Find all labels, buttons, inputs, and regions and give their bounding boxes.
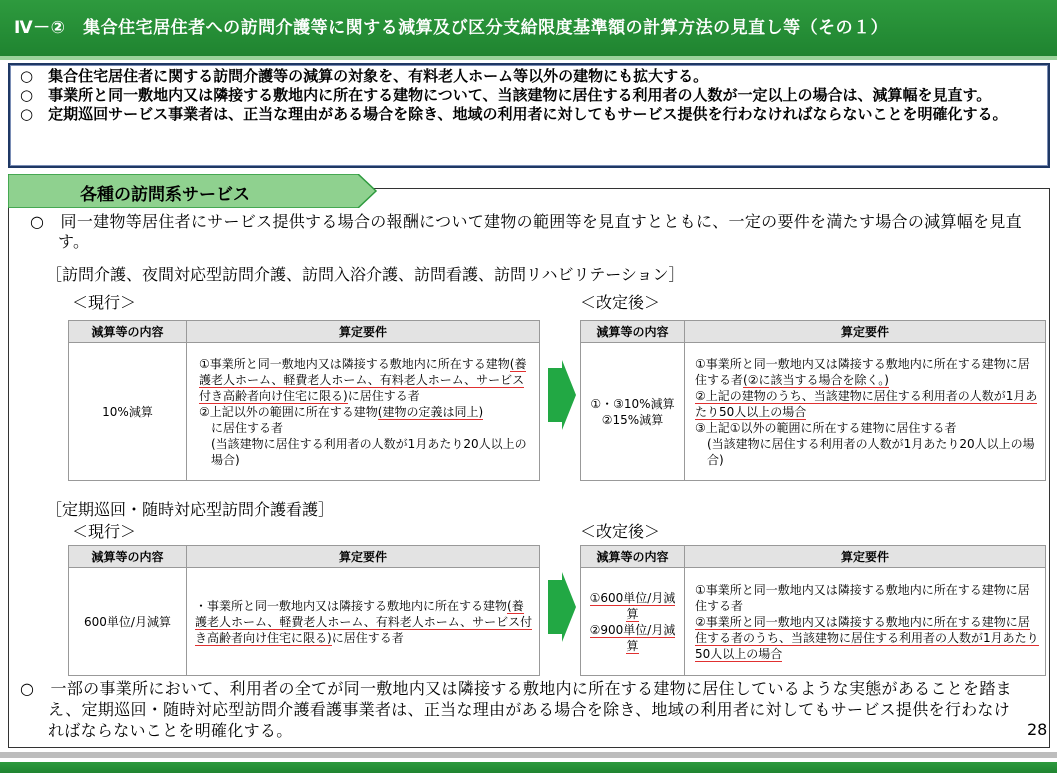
- group1-revised-label: ＜改定後＞: [580, 293, 661, 312]
- req-text: ・事業所と同一敷地内又は隣接する敷地内に所在する建物: [195, 598, 508, 613]
- group1-heading: ［訪問介護、夜間対応型訪問介護、訪問入浴介護、訪問看護、訪問リハビリテーション］: [46, 265, 685, 284]
- col-reduction-header: 減算等の内容: [581, 546, 685, 568]
- current-requirement-cell: [187, 568, 540, 676]
- col-requirement-header: 算定要件: [685, 321, 1046, 343]
- reduction-line: ①600単位/月減算: [589, 590, 676, 621]
- current-reduction-cell: 600単位/月減算: [69, 568, 187, 676]
- summary-item: ○ 事業所と同一敷地内又は隣接する敷地内に所在する建物について、当該建物に居住する利用者の人数が一定以上の場合は、減算幅を見直す。: [20, 86, 992, 104]
- group1-revised-table: [580, 320, 1046, 481]
- col-reduction-header: 減算等の内容: [69, 321, 187, 343]
- current-requirement-cell: [187, 343, 540, 481]
- group1-current-table: [68, 320, 540, 481]
- req-text: (当該建物に居住する利用者の人数が1月あたり20人以上の場合): [211, 436, 527, 467]
- req-text: ①事業所と同一敷地内又は隣接する敷地内に所在する建物に居住する者: [695, 356, 1030, 387]
- req-text: に居住する者: [347, 388, 420, 403]
- group1-current-label: ＜現行＞: [72, 293, 137, 312]
- col-requirement-header: 算定要件: [685, 546, 1046, 568]
- req-underlined: (養護老人ホーム、軽費老人ホーム、有料老人ホーム、サービス付き高齢者向け住宅に限る): [195, 598, 533, 645]
- intro-text: ○ 同一建物等居住者にサービス提供する場合の報酬について建物の範囲等を見直すとともに、一定の要件を満たす場合の減算幅を見直す。: [30, 212, 1022, 251]
- revised-requirement-cell: [685, 568, 1046, 676]
- req-text: に居住する者: [331, 630, 404, 645]
- page-title: Ⅳ－② 集合住宅居住者への訪問介護等に関する減算及び区分支給限度基準額の計算方法の見直し等（その１）: [0, 0, 1057, 56]
- section-tab: [8, 174, 378, 208]
- arrow-right-icon: [548, 572, 576, 642]
- arrow-right-icon: [548, 360, 576, 430]
- summary-item: ○ 定期巡回サービス事業者は、正当な理由がある場合を除き、地域の利用者に対してもサービス提供を行わなければならないことを明確化する。: [20, 105, 1008, 123]
- req-underlined: ②事業所と同一敷地内又は隣接する敷地内に所在する建物に居住する者のうち、当該建物に居住する利用者の人数が1月あたり50人以上の場合: [695, 614, 1039, 661]
- req-text: ①事業所と同一敷地内又は隣接する敷地内に所在する建物: [199, 356, 510, 371]
- revised-reduction-cell: [581, 343, 685, 481]
- req-text: ①事業所と同一敷地内又は隣接する敷地内に所在する建物に居住する者: [695, 582, 1030, 613]
- title-underline: [0, 56, 1057, 60]
- req-text: ②上記以外の範囲に所在する建物: [199, 404, 378, 419]
- revised-requirement-cell: [685, 343, 1046, 481]
- req-text: (当該建物に居住する利用者の人数が1月あたり20人以上の場合): [707, 436, 1035, 467]
- summary-box: [8, 63, 1050, 168]
- group2-revised-table: [580, 545, 1046, 676]
- col-reduction-header: 減算等の内容: [69, 546, 187, 568]
- reduction-line: ①・③10%減算: [590, 396, 675, 411]
- footer-bar: [0, 762, 1057, 773]
- group2-heading: ［定期巡回・随時対応型訪問介護看護］: [46, 500, 335, 519]
- col-requirement-header: 算定要件: [187, 321, 540, 343]
- col-requirement-header: 算定要件: [187, 546, 540, 568]
- req-text: ③上記①以外の範囲に所在する建物に居住する者: [695, 420, 957, 435]
- group2-current-label: ＜現行＞: [72, 522, 137, 541]
- current-reduction-cell: 10%減算: [69, 343, 187, 481]
- group2-revised-label: ＜改定後＞: [580, 522, 661, 541]
- footer-divider: [0, 752, 1057, 758]
- req-underlined: (建物の定義は同上): [377, 404, 484, 419]
- req-underlined: ②上記の建物のうち、当該建物に居住する利用者の人数が1月あたり50人以上の場合: [695, 388, 1038, 419]
- closing-text: ○ 一部の事業所において、利用者の全てが同一敷地内又は隣接する敷地内に所在する建物に居住しているような実態があることを踏まえ、定期巡回・随時対応型訪問介護看護事業者は、正当な理由がある場合を除き、地域の利用者に対してもサービス提供を行わなければならないことを明確化する。: [20, 679, 1012, 740]
- page-number: 28: [1027, 720, 1048, 739]
- summary-item: ○ 集合住宅居住者に関する訪問介護等の減算の対象を、有料老人ホーム等以外の建物にも拡大する。: [20, 67, 709, 85]
- req-underlined: (養護老人ホーム、軽費老人ホーム、有料老人ホーム、サービス付き高齢者向け住宅に限る): [199, 356, 527, 403]
- section-tab-label: 各種の訪問系サービス: [80, 185, 250, 205]
- revised-reduction-cell: [581, 568, 685, 676]
- reduction-line: ②15%減算: [601, 412, 664, 427]
- group2-current-table: [68, 545, 540, 676]
- req-underlined: (②に該当する場合を除く。): [743, 372, 889, 387]
- req-text: に居住する者: [211, 420, 284, 435]
- col-reduction-header: 減算等の内容: [581, 321, 685, 343]
- reduction-line: ②900単位/月減算: [589, 622, 676, 653]
